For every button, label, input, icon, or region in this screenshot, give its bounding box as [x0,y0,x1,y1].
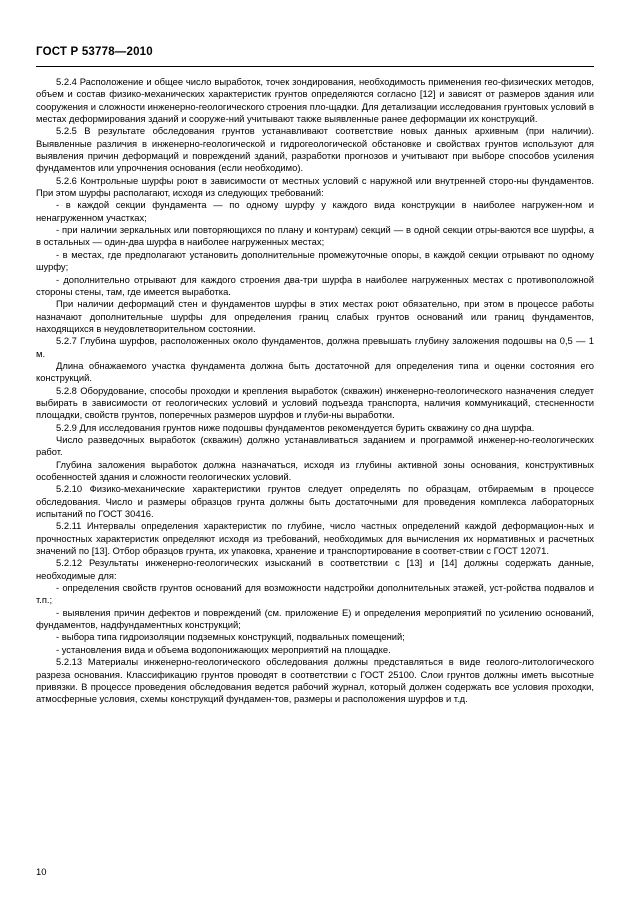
paragraph: 5.2.12 Результаты инженерно-геологических изысканий в соответствии с [13] и [14] должны содержать данные, необходимые для: [36,557,594,581]
paragraph: - при наличии зеркальных или повторяющихся по плану и контурам) секций — в одной секции отры-ваются все шурфы, а в остальных — один-два шурфа в наиболее нагруженных местах; [36,224,594,248]
paragraph: - в местах, где предполагают установить дополнительные промежуточные опоры, в каждой секции отрывают по одному шурфу; [36,248,594,273]
paragraph: Длина обнажаемого участка фундамента должна быть достаточной для определения типа и оценки состояния его конструкций. [36,359,594,384]
paragraph: 5.2.11 Интервалы определения характеристик по глубине, число частных определений каждой деформацион-ных и прочностных характеристик определяют исходя из требований, необходимых для вычисления их нормативных и расчетных значений по [13]. Отбор образцов грунта, их упаковка, хранение и транспортирование в соответ-ствии с ГОСТ 12071. [36,520,594,557]
document-body [36,76,594,706]
paragraph: - выявления причин дефектов и повреждений (см. приложение Е) и определения мероприятий по усилению оснований, фундаментов, надфундаментных конструкций; [36,606,594,631]
paragraph: - в каждой секции фундамента — по одному шурфу у каждого вида конструкции в наиболее нагружен-ном и ненагруженном участках; [36,199,594,223]
paragraph: - установления вида и объема водопонижающих мероприятий на площадке. [56,643,391,655]
paragraph: 5.2.9 Для исследования грунтов ниже подошвы фундаментов рекомендуется бурить скважину со дна шурфа. [56,421,535,433]
paragraph: Число разведочных выработок (скважин) должно устанавливаться заданием и программой инженер-но-геологических работ. [36,433,594,458]
paragraph: 5.2.10 Физико-механические характеристики грунтов следует определять по образцам, отбираемым в процессе обследования. Число и размеры образцов грунта должны быть достаточными для проведения комплекса лабораторных испытаний по ГОСТ 30416. [36,483,594,520]
paragraph: Глубина заложения выработок должна назначаться, исходя из глубины активной зоны основания, конструктивных особенностей здания и сложности геологических условий. [36,458,594,482]
document-header: ГОСТ Р 53778—2010 [36,46,153,58]
paragraph: 5.2.13 Материалы инженерно-геологического обследования должны представляться в виде геолого-литологического разреза основания. Классификацию грунтов проводят в соответствии с ГОСТ 25100. Слои грунтов должны иметь высотные привязки. В процессе проведения обследования ведется рабочий журнал, который должен содержать все условия проходки, атмосферные условия, схемы конструкций фундамен-тов, размеры и расположения шурфов и т.д. [36,656,594,705]
paragraph: - определения свойств грунтов оснований для возможности надстройки дополнительных этажей, уст-ройства подвалов и т.п.; [36,582,594,606]
paragraph: При наличии деформаций стен и фундаментов шурфы в этих местах роют обязательно, при этом в процессе работы назначают дополнительные шурфы для определения границ слабых грунтов оснований или границ фундаментов, находящихся в неудовлетворительном состоянии. [36,298,594,334]
page-number: 10 [36,866,47,877]
paragraph: 5.2.8 Оборудование, способы проходки и крепления выработок (скважин) инженерно-геологического назначения следует выбирать в зависимости от геологических условий и условий подъезда транспорта, наличия коммуникаций, стесненности площадки, свойств грунтов, поперечных размеров шурфов и глуби-ны выработки. [36,384,594,421]
paragraph: 5.2.6 Контрольные шурфы роют в зависимости от местных условий с наружной или внутренней сторо-ны фундаментов. При этом шурфы располагают, исходя из следующих требований: [36,174,594,199]
paragraph: - выбора типа гидроизоляции подземных конструкций, подвальных помещений; [56,631,405,643]
paragraph: - дополнительно отрывают для каждого строения два-три шурфа в наиболее нагруженных местах с противоположной стороны стены, там, где имеется выработка. [36,273,594,297]
paragraph: 5.2.5 В результате обследования грунтов устанавливают соответствие новых данных архивным (при наличии). Выявленные различия в инженерно-геологической и гидрогеологической обстановке и свойствах грунтов используют для выявления причин деформаций и повреждений зданий, разработки прогнозов и учитывают при выборе способов усиления фундаментов или упрочнения основания (если необходимо). [36,125,594,174]
header-rule [36,66,594,67]
paragraph: 5.2.4 Расположение и общее число выработок, точек зондирования, необходимость применения гео-физических методов, объем и состав физико-механических характеристик грунтов определяются согласно [12] и зависят от размеров здания или сооружения и сложности инженерно-геологического строения пло-щадки. Для детализации исследования грунтовых условий в местах деформирования зданий и сооруже-ний учитывают также выявленные ранее деформации их конструкций. [36,76,594,125]
paragraph: 5.2.7 Глубина шурфов, расположенных около фундаментов, должна превышать глубину заложения подошвы на 0,5 — 1 м. [36,335,594,359]
